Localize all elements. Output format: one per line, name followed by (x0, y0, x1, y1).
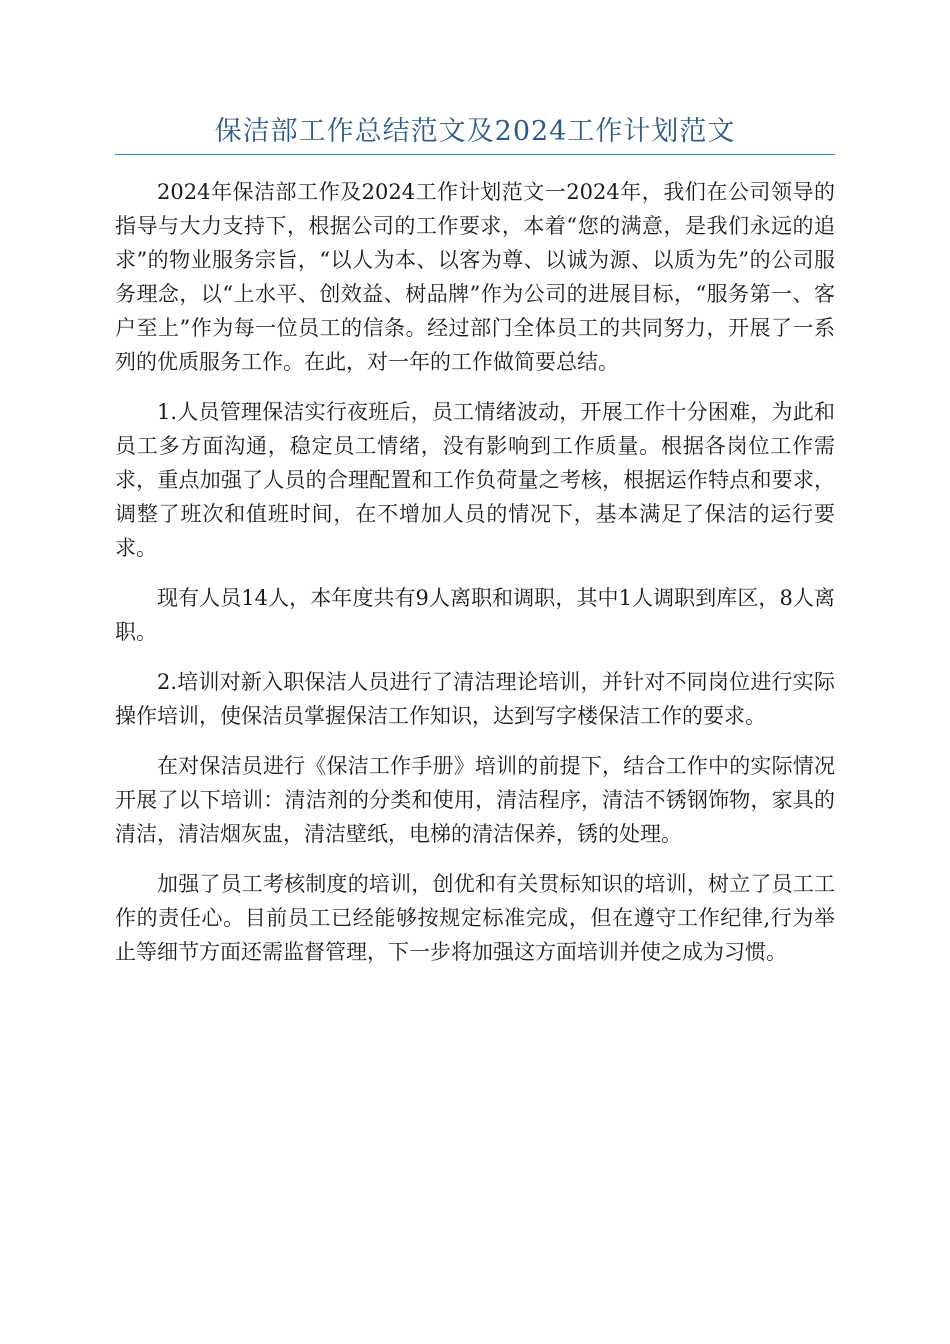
paragraph-training: 2.培训对新入职保洁人员进行了清洁理论培训，并针对不同岗位进行实际操作培训，使保洁员掌握保洁工作知识，达到写字楼保洁工作的要求。 (115, 670, 835, 728)
title-underline (115, 154, 835, 155)
paragraph-staff-management: 1.人员管理保洁实行夜班后，员工情绪波动，开展工作十分困难，为此和员工多方面沟通，稳定员工情绪，没有影响到工作质量。根据各岗位工作需求，重点加强了人员的合理配置和工作负荷量之考核，根据运作特点和要求，调整了班次和值班时间，在不增加人员的情况下，基本满足了保洁的运行要求。 (115, 400, 835, 560)
paragraph-staff-count: 现有人员14人，本年度共有9人离职和调职，其中1人调职到库区，8人离职。 (115, 586, 835, 644)
paragraph-intro: 2024年保洁部工作及2024工作计划范文一2024年，我们在公司领导的指导与大力支持下，根据公司的工作要求，本着“您的满意，是我们永远的追求”的物业服务宗旨，“以人为本、以客为尊、以诚为源、以质为先”的公司服务理念，以“上水平、创效益、树品牌”作为公司的进展目标，“服务第一、客户至上”作为每一位员工的信条。经过部门全体员工的共同努力，开展了一系列的优质服务工作。在此，对一年的工作做简要总结。 (115, 180, 835, 374)
paragraph-training-content: 在对保洁员进行《保洁工作手册》培训的前提下，结合工作中的实际情况开展了以下培训：清洁剂的分类和使用，清洁程序，清洁不锈钢饰物，家具的清洁，清洁烟灰盅，清洁壁纸，电梯的清洁保养，锈的处理。 (115, 754, 835, 846)
paragraph-assessment: 加强了员工考核制度的培训，创优和有关贯标知识的培训，树立了员工工作的责任心。目前员工已经能够按规定标准完成，但在遵守工作纪律,行为举止等细节方面还需监督管理，下一步将加强这方面培训并使之成为习惯。 (115, 872, 835, 964)
document-body (115, 175, 835, 985)
document-title: 保洁部工作总结范文及2024工作计划范文 (214, 116, 736, 147)
